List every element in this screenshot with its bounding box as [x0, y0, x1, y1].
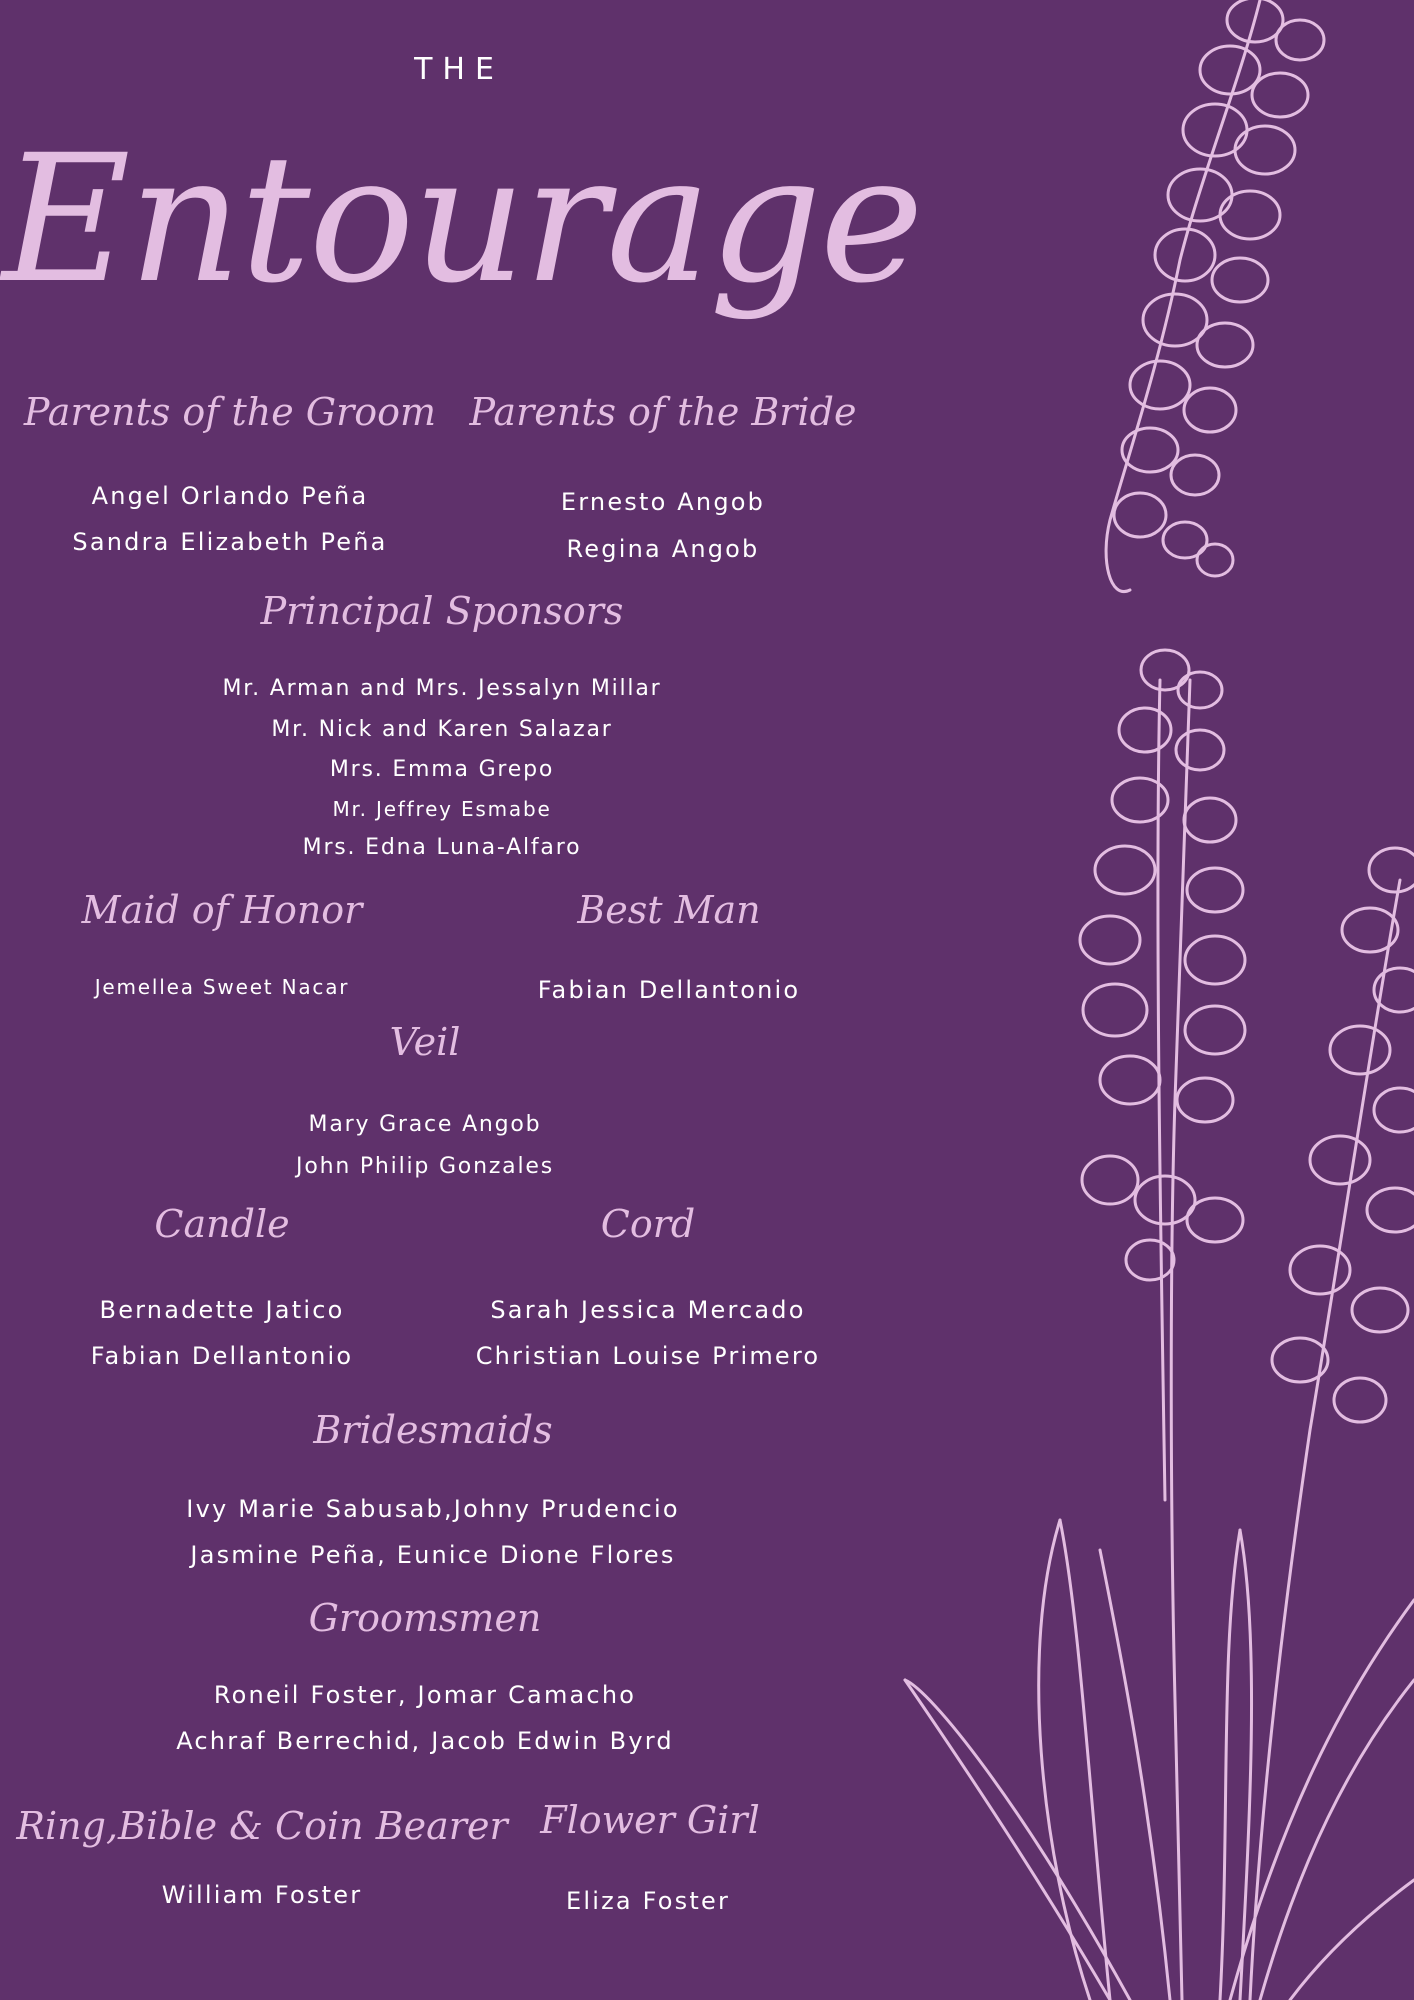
lavender-middle-sprig-icon [1080, 650, 1245, 2000]
name-sponsor-3: Mrs. Emma Grepo [329, 757, 555, 782]
heading-candle: Candle [154, 1202, 290, 1246]
name-veil-2: John Philip Gonzales [296, 1154, 554, 1179]
name-bridesmaids-1: Ivy Marie Sabusab,Johny Prudencio [186, 1495, 680, 1523]
name-flower-girl: Eliza Foster [565, 1887, 731, 1915]
name-parents-bride-1: Ernesto Angob [560, 488, 766, 516]
name-sponsor-2: Mr. Nick and Karen Salazar [271, 717, 613, 742]
heading-ring-bearer: Ring,Bible & Coin Bearer [16, 1804, 508, 1848]
heading-cord: Cord [600, 1202, 696, 1246]
name-candle-1: Bernadette Jatico [99, 1296, 345, 1324]
name-bridesmaids-2: Jasmine Peña, Eunice Dione Flores [190, 1541, 676, 1569]
heading-flower-girl: Flower Girl [540, 1798, 760, 1842]
heading-groomsmen: Groomsmen [308, 1596, 542, 1640]
heading-parents-bride: Parents of the Bride [469, 390, 857, 434]
name-cord-1: Sarah Jessica Mercado [490, 1296, 806, 1324]
name-ring-bearer: William Foster [161, 1881, 363, 1909]
name-sponsor-1: Mr. Arman and Mrs. Jessalyn Millar [222, 676, 662, 701]
name-cord-2: Christian Louise Primero [475, 1342, 821, 1370]
page-title: Entourage [2, 117, 922, 322]
name-parents-groom-2: Sandra Elizabeth Peña [72, 528, 388, 556]
heading-bridesmaids: Bridesmaids [313, 1408, 553, 1452]
heading-maid-of-honor: Maid of Honor [81, 888, 363, 932]
heading-parents-groom: Parents of the Groom [23, 390, 437, 434]
heading-best-man: Best Man [577, 888, 761, 932]
name-groomsmen-1: Roneil Foster, Jomar Camacho [213, 1681, 637, 1709]
name-groomsmen-2: Achraf Berrechid, Jacob Edwin Byrd [176, 1727, 674, 1755]
name-parents-groom-1: Angel Orlando Peña [91, 482, 369, 510]
name-best-man: Fabian Dellantonio [537, 976, 801, 1004]
lavender-right-sprig-icon [1250, 848, 1414, 2000]
lavender-sprigs-illustration [880, 0, 1414, 2000]
name-maid-of-honor: Jemellea Sweet Nacar [94, 975, 350, 999]
heading-veil: Veil [389, 1020, 461, 1064]
name-candle-2: Fabian Dellantonio [90, 1342, 354, 1370]
name-sponsor-4: Mr. Jeffrey Esmabe [332, 797, 552, 821]
name-sponsor-5: Mrs. Edna Luna-Alfaro [302, 835, 582, 860]
lavender-leaves-icon [905, 1520, 1414, 2000]
header-eyebrow: THE [414, 52, 504, 87]
heading-principal-sponsors: Principal Sponsors [260, 589, 624, 633]
name-parents-bride-2: Regina Angob [566, 535, 760, 563]
name-veil-1: Mary Grace Angob [308, 1112, 542, 1137]
lavender-top-sprig-icon [1106, 0, 1324, 592]
